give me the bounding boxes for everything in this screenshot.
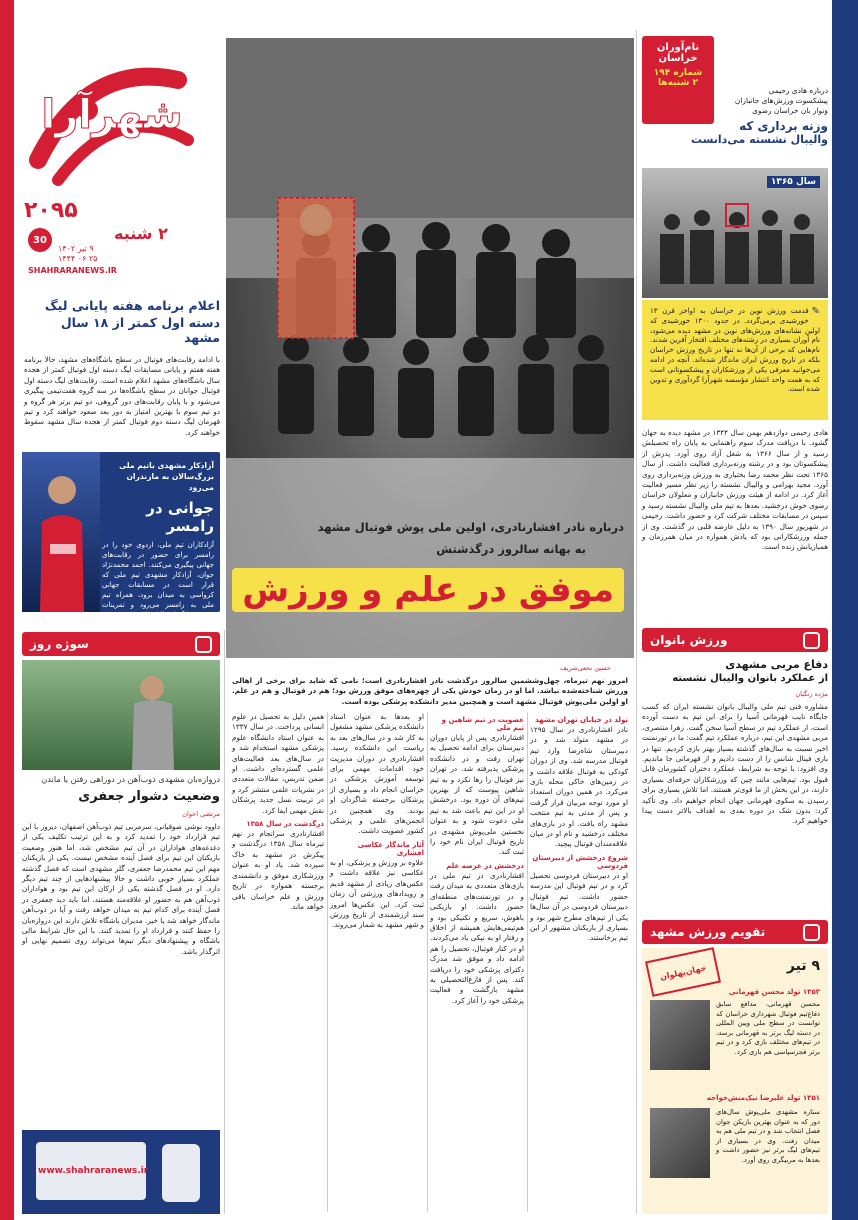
nader-h-doctor: درخشش در عرصه علم	[446, 861, 524, 870]
nader-col1b: افشارنادری پس از پایان دوران دبیرستان برای ادامه تحصیل به تهران رفت و در دانشکده پزشکی پذیرفته شد. در تهران نیز فوتبال را رها نکرد و به تیم شاهین پیوست که از بهترین تیم‌های آن دوره بود. درخشش او در این تیم باعث شد به تیم ملی دعوت شود و به عنوان نخستین ملی‌پوش مشهدی در تاریخ فوتبال ایران نام خود را ثبت کند.	[430, 733, 524, 857]
history-kicker-2: پیشکسوت ورزش‌های جانبازان	[734, 96, 828, 105]
date-line-1: ۹ تیر ۱۴۰۲	[58, 244, 94, 253]
goalie-story	[22, 774, 220, 1122]
section-icon	[195, 636, 212, 653]
history-header	[642, 36, 828, 166]
history-year: سال ۱۳۶۵	[767, 176, 820, 188]
weekday: ۲ شنبه	[114, 224, 168, 243]
calendar-item-1-title: ۱۳۵۳ تولد محسن قهرمانی	[728, 988, 820, 996]
nader-col2b: او در دبیرستان فردوسی تحصیل کرد و در تیم فوتبال این مدرسه حضور داشت. تیم فوتبال دبیرستان فردوسی در آن سال‌ها یکی از تیم‌های مطرح شهر بود و بسیاری از بازیکنان مشهور از این تیم برخاستند.	[530, 870, 628, 943]
page-number-badge	[28, 228, 52, 252]
goalie-photo	[22, 660, 220, 770]
hero-headline: موفق در علم و ورزش	[232, 568, 624, 612]
goalie-byline: مرتضی اخوان	[182, 810, 220, 818]
goalie-figure-icon	[22, 660, 220, 770]
goalie-section-label: سوژه روز	[30, 637, 89, 651]
divider	[224, 630, 225, 1214]
history-intro: قدمت ورزش نوین در خراسان به اواخر قرن ۱۳ خورشیدی برمی‌گردد. در حدود ۱۳۰۰ خورشیدی که اولین نشانه‌های ورزش‌های نوین در مشهد دیده می‌شود، نام آوران بسیاری در رشته‌های مختلف افتخار آفرین شدند. نام‌هایی که برخی از آن‌ها نه تنها در تاریخ ورزش خراسان بلکه در تاریخ ورزش ایران ماندگار شده‌اند. آنچه در ادامه می‌خوانید معرفی یکی از ورزشکاران و پیشکسوتانی است که به همت واحد انتشار مؤسسه شهرآرا گردآوری و تدوین شده است.	[650, 306, 820, 394]
calendar-stamp	[645, 947, 721, 997]
women-title-1: دفاع مربی مشهدی	[725, 658, 828, 671]
nader-column-3	[330, 712, 428, 1212]
nader-lead: امروز نهم تیرماه، چهل‌وششمین سالروز درگذشت نادر افشارنادری است؛ نامی که شاید برای برخی از اهالی ورزش شناخته‌شده نباشد. اما او در زمان خودش یکی از چهره‌های موفق ورزش بود؛ هم در فوتبال و هم در علم. او اولین ملی‌پوش فوتبال مشهد است و همچنین مدیر دانشکده پزشکی بوده است.	[232, 676, 628, 706]
divider	[636, 30, 637, 1214]
stamp-line-2: خراسان	[658, 53, 698, 64]
nader-h-memory: آثار ماندگار عکاسی افشاری	[357, 840, 424, 857]
section-icon	[803, 632, 820, 649]
date-line-2: ۲۵ ۰۶ ۱۴۴۴	[58, 254, 98, 263]
wrestler-kicker: آزادکار مشهدی باتیم ملی بزرگ‌سالان به مازندران می‌رود	[119, 461, 214, 492]
nader-column-1	[530, 712, 628, 1212]
wrestler-photo	[22, 452, 100, 612]
logo-text: شهرآرا	[41, 92, 183, 138]
hero-deck-2: به بهانه سالروز درگذشتش	[436, 542, 586, 556]
hero-deck: درباره نادر افشارنادری، اولین ملی پوش فوتبال مشهد	[317, 520, 624, 534]
left-edge-strip	[0, 0, 14, 1220]
women-body: مشاوره فنی تیم ملی والیبال بانوان نشسته ایران که کسب جایگاه نایب قهرمانی آسیا را برای این تیم به دست آورده است، از عملکرد تیم در سطح آسیا سخن گفت. زهرا منتصری، مربی مشهدی این تیم، درباره عملکرد تیم گفت: ما در تورنمنت اخیر نسبت به سال‌های گذشته بسیار بهتر بازی کردیم. تنها در بازی فینال شانس را از دست دادیم و از قهرمانی جا ماندیم. وی افزود: با توجه به شرایط، عملکرد دختران کشورمان قابل قبول بود. تیم‌هایی مانند چین که ورزشکاران حرفه‌ای بسیاری دارند، در این بخش از ما قوی‌تر هستند. اما تلاش بسیاری برای رسیدن به سکوی قهرمانی جهان انجام خواهیم داد. وی تأکید کرد: بدون شک در دوره بعدی به اهداف بالاتر دست پیدا خواهیم کرد.	[642, 702, 828, 826]
nader-h-tehran: عضویت در تیم شاهین و تیم ملی	[441, 716, 524, 732]
goalie-body: داوود نوشی صوفیانی، سرمربی تیم ذوب‌آهن اصفهان، دیروز با این تیم قرارداد خود را تمدید کرد و به این ترتیب تکلیف یکی از دغدغه‌های هواداران در آن تیم مشخص شد، اما هنوز وضعیت بازیکنان این تیم برای فصل آینده مشخص نیست. یکی از بازیکنان مهم این تیم محمدرضا جعفری، گلر مشهدی است که فصل گذشته عملکرد بسیار خوبی داشت و حالا پیشنهادهایی از چند تیم دیگر دارد. او در فصل گذشته یکی از ارکان این تیم بود و هواداران ذوب‌آهن هم به حضور او علاقه‌مند هستند. اما باید دید جعفری در فصل آینده برای کدام تیم به میدان خواهد رفت و آیا در ذوب‌آهن ماندگار خواهد شد یا خیر. مدیران باشگاه تلاش دارند این دروازه‌بان را حفظ کنند و قرارداد او را تمدید کنند. با این حال شرایط مالی باشگاه و پیشنهادهای دیگر تیم‌ها می‌تواند روی تصمیم نهایی او اثرگذار باشد.	[22, 822, 220, 956]
wrestler-figure-icon	[22, 452, 100, 612]
history-title-2: والیبال نشسته می‌دانست	[690, 133, 828, 146]
calendar-photo-1	[650, 1000, 710, 1070]
goalie-kicker: دروازه‌بان مشهدی ذوب‌آهن در دوراهی رفتن یا ماندن	[41, 774, 220, 784]
masthead	[14, 10, 222, 280]
nader-col4: همین دلیل به تحصیل در علوم انسانی پرداخت. در سال ۱۳۳۷ به عنوان استاد دانشگاه علوم پزشکی مشهد استخدام شد و در سال‌های بعد فعالیت‌های علمی گسترده‌ای داشت. او ضمن تدریس، مقالات متعددی در نشریات علمی منتشر کرد و در تربیت نسل جدید پزشکان نقش مهمی ایفا کرد.	[232, 712, 324, 815]
women-story	[642, 658, 828, 878]
nader-col3b: افشارنادری سرانجام در نهم تیرماه سال ۱۳۵۸ درگذشت و پیکرش در مشهد به خاک سپرده شد. یاد او به عنوان ورزشکاری موفق و دانشمندی برجسته همواره در تاریخ ورزش و علم خراسان باقی خواهد ماند.	[232, 829, 324, 911]
history-intro-box	[642, 300, 828, 420]
goalie-title: وضعیت دشوار جعفری	[78, 789, 220, 804]
wrestler-body: آزادکاران تیم ملی، اردوی خود را در رامسر برای حضور در رقابت‌های جهانی پیگیری می‌کنند. احمد محمدنژاد جوان، آزادکار مشهدی تیم ملی که قرار است در مسابقات جهانی کرواسی به میدان برود، همراه تیم ملی به رامسر می‌رود و تمرینات خودش را آنجا دنبال خواهد کرد.	[102, 541, 214, 619]
calendar-item-2-title: ۱۳۵۱ تولد علیرضا نیک‌منش‌خواجه	[706, 1094, 820, 1102]
calendar-body	[642, 948, 828, 1214]
nader-column-2	[430, 712, 528, 1212]
stamp-line-4: ۲ شنبه‌ها	[658, 78, 698, 88]
team-photo	[226, 38, 634, 658]
history-title-1: وزنه برداری که	[739, 119, 828, 133]
nader-col3: او بعدها به عنوان استاد دانشکده پزشکی مشهد مشغول به کار شد و در سال‌های بعد به ریاست این دانشکده رسید. افشارنادری در دوران مدیریت خود اقدامات مهمی برای توسعه آموزش پزشکی در خراسان انجام داد و بسیاری از پزشکان برجسته شاگردان او بودند. وی همچنین در انجمن‌های علمی و پزشکی کشور عضویت داشت.	[330, 712, 424, 836]
promo-box	[22, 1130, 220, 1214]
nader-h-death: درگذشت در سال ۱۳۵۸	[246, 820, 324, 829]
promo-site[interactable]: www.shahraranews.ir	[38, 1166, 149, 1176]
women-title-2: از عملکرد بانوان والیبال نشسته	[672, 673, 828, 684]
history-photo	[642, 168, 828, 298]
issue-number: ۲۰۹۵	[24, 198, 78, 223]
nader-col2: افشارنادری در تیم ملی در بازی‌های متعددی به میدان رفت و در تورنمنت‌های منطقه‌ای حضور داشت. او بازیکنی باهوش، سریع و تکنیکی بود و هم‌تیمی‌هایش همیشه از اخلاق و رفتار او به نیکی یاد می‌کردند. او در کنار فوتبال، تحصیل را هم ادامه داد و موفق شد مدرک دکترای پزشکی خود را دریافت کند. پس از فارغ‌التحصیلی به مشهد بازگشت و فعالیت پزشکی خود را آغاز کرد.	[430, 870, 524, 1005]
calendar-item-2-body: ستاره مشهدی ملی‌پوش سال‌های دور که به عنوان بهترین بازیکن جوان فصل انتخاب شد و در تیم ملی هم به میدان رفت. وی در بسیاری از تیم‌های لیگ برتر نیز حضور داشت و بعدها به مربیگری روی آورد.	[716, 1108, 820, 1164]
history-kicker-3: ونوار بان خراسان رضوی	[752, 106, 828, 115]
calendar-header	[642, 920, 828, 944]
history-intro-icon: ✎	[811, 306, 820, 317]
section-icon	[803, 924, 820, 941]
nader-col1: نادر افشارنادری در سال ۱۲۹۵ در مشهد متولد شد و در دبیرستان شاه‌رضا وارد تیم فوتبال مدرسه شد. وی از دوران کودکی به فوتبال علاقه داشت و در زمین‌های خاکی محله بازی می‌کرد. در همین دوران استعداد او مورد توجه مربیان قرار گرفت و پس از مدتی به تیم منتخب مشهد راه یافت. او در بازی‌های مختلف درخشید و نام او در میان علاقه‌مندان فوتبال پیچید.	[530, 725, 628, 849]
stamp-line-3: شماره ۱۹۴	[653, 68, 703, 78]
calendar-date: ۹ تیر	[786, 958, 820, 974]
site-name[interactable]: SHAHRARANEWS.IR	[28, 266, 117, 275]
nader-h-school: شروع درخشش از دبیرستان فردوسی	[532, 853, 628, 870]
page-number: 30	[33, 234, 47, 246]
league-body: با ادامه رقابت‌های فوتبال در سطح باشگاه‌های مشهد، حالا برنامه هفته هفتم و پایانی مسابقات لیگ دسته اول فوتبال کمتر از هجده سال باشگاه‌های مشهد اعلام شده است. رقابت‌های لیگ دسته اول فوتبال جوانان در سطح باشگاه‌ها در سه گروه هفت‌تیمی پیگیری می‌شود و با پایان رقابت‌های دور گروهی، دو تیم برتر هر گروه و دو تیم سوم با بهترین امتیاز به دور بعد صعود خواهند کرد و تیم قهرمان لیگ دسته دوم فوتبال کمتر از هجده سال مشهد سقوط خواهند کرد.	[24, 355, 220, 437]
masthead-logo	[28, 40, 196, 190]
nader-col4b: علاوه بر ورزش و پزشکی، او به عکاسی نیز علاقه داشت و عکس‌های زیادی از مشهد قدیم و رویدادهای ورزشی آن زمان ثبت کرد. این عکس‌ها امروز سند ارزشمندی از تاریخ ورزش و شهر مشهد به شمار می‌روند.	[330, 857, 424, 930]
wrestler-title: جوانی در رامسر	[146, 499, 214, 535]
right-blue-bar	[832, 0, 858, 1220]
hero-section	[226, 38, 634, 658]
nader-byline: حسین نخعی‌شریف	[560, 664, 611, 672]
league-title-1: اعلام برنامه هفته پایانی لیگ	[44, 298, 220, 313]
wrestler-box	[22, 452, 220, 619]
women-sport-header	[642, 628, 828, 652]
women-byline: مژده رنگیان	[795, 690, 828, 698]
stamp-line-1: نام‌آوران	[656, 42, 700, 53]
calendar-stamp-text: جهان‌پهلوان	[659, 962, 707, 982]
history-kicker-1: درباره هادی رحیمی	[768, 86, 828, 95]
goalie-header	[22, 632, 220, 656]
league-story	[24, 298, 220, 438]
league-title-2: دسته اول کمتر از ۱۸ سال مشهد	[60, 315, 220, 345]
calendar-section-label: تقویم ورزش مشهد	[650, 925, 766, 939]
women-section-label: ورزش بانوان	[650, 633, 728, 647]
calendar-photo-2	[650, 1108, 710, 1178]
team-photo-art	[226, 38, 634, 658]
rahimi-body: هادی رحیمی دوازدهم بهمن سال ۱۳۴۴ در مشهد دیده به جهان گشود. با دریافت مدرک سوم راهنمایی به پایان راه تحصیلش رسید و از سال ۱۳۶۶ به شغل آزاد روی آورد. پدرش از پیشکسوتان بود و در رشته وزنه‌برداری فعالیت داشت. از سال ۱۳۶۵ تحت نظر محمد رضا بختیاری به ورزش وزنه‌برداری روی آورد. مجید بهرامی و والیبال نشسته را زیر نظر مسیر فعالیت آغاز کرد. در ادامه از هیئت ورزش جانبازان و معلولان خراسان رضوی خوش درخشید. بعدها به تیم ملی والیبال نشسته رسید و سپس در مسابقات مختلف شرکت کرد و حضور داشت. رحیمی در شهریور سال ۱۳۹۰ به دلیل عارضه قلبی در گذشت. وی از جمله ورزشکارانی بود که یادش همواره در میان همرزمان و همبازیانش زنده است.	[642, 428, 829, 552]
nader-column-4	[232, 712, 328, 1212]
nader-h-birth: تولد در خیابان تهران مشهد	[535, 716, 628, 724]
calendar-item-1-body: محسن قهرمانی، مدافع سابق دفاع‌تیم فوتبال شهرداری خراسان که توانست در سطح ملی وبین المللی در دسته لیگ برتر به قهرمانی برسد، در تیم‌های مختلف بازی کرد و در تیم برتر فجرسپاسی هم بازی کرد.	[716, 1000, 820, 1056]
